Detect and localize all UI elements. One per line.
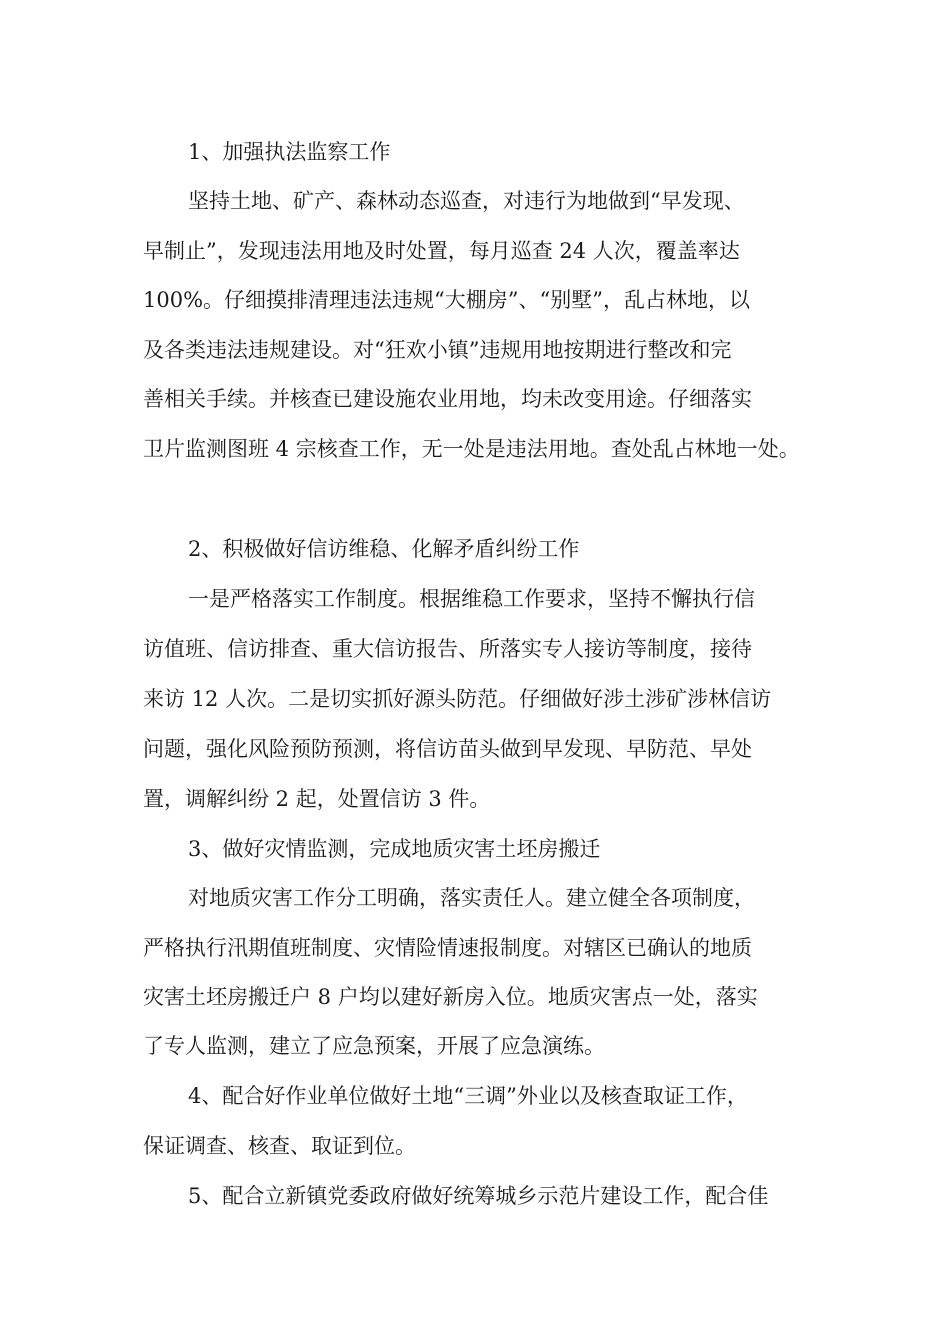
paragraph-line: 一是严格落实工作制度。根据维稳工作要求，坚持不懈执行信 <box>188 587 755 611</box>
paragraph-line: 严格执行汛期值班制度、灾情险情速报制度。对辖区已确认的地质 <box>143 936 752 960</box>
paragraph-line: 问题，强化风险预防预测，将信访苗头做到早发现、早防范、早处 <box>143 737 752 761</box>
section-2-heading: 2、积极做好信访维稳、化解矛盾纠纷工作 <box>188 537 580 561</box>
paragraph-line: 来访 12 人次。二是切实抓好源头防范。仔细做好涉土涉矿涉林信访 <box>143 687 772 711</box>
paragraph-line: 对地质灾害工作分工明确，落实责任人。建立健全各项制度， <box>188 886 755 910</box>
paragraph-line: 善相关手续。并核查已建设施农业用地，均未改变用途。仔细落实 <box>143 387 752 411</box>
paragraph-line: 卫片监测图班 4 宗核查工作，无一处是违法用地。查处乱占林地一处。 <box>143 437 800 461</box>
section-1-heading: 1、加强执法监察工作 <box>188 140 391 164</box>
paragraph-line: 灾害土坯房搬迁户 8 户均以建好新房入位。地质灾害点一处，落实 <box>143 985 758 1009</box>
section-3-heading: 3、做好灾情监测，完成地质灾害土坯房搬迁 <box>188 837 601 861</box>
paragraph-line: 及各类违法违规建设。对“狂欢小镇”违规用地按期进行整改和完 <box>143 338 732 362</box>
paragraph-line: 了专人监测，建立了应急预案，开展了应急演练。 <box>143 1034 605 1058</box>
paragraph-line: 100%。仔细摸排清理违法违规“大棚房”、“别墅”，乱占林地，以 <box>143 288 750 312</box>
paragraph-line: 置，调解纠纷 2 起，处置信访 3 件。 <box>143 787 491 811</box>
paragraph-line: 早制止”，发现违法用地及时处置，每月巡查 24 人次，覆盖率达 <box>143 239 740 263</box>
section-5-line: 5、配合立新镇党委政府做好统筹城乡示范片建设工作，配合佳 <box>188 1184 769 1208</box>
section-4-line: 4、配合好作业单位做好土地“三调”外业以及核查取证工作， <box>188 1084 748 1108</box>
paragraph-line: 坚持土地、矿产、森林动态巡查，对违行为地做到“早发现、 <box>188 189 745 213</box>
paragraph-line: 访值班、信访排查、重大信访报告、所落实专人接访等制度，接待 <box>143 637 752 661</box>
paragraph-line: 保证调查、核查、取证到位。 <box>143 1134 416 1158</box>
